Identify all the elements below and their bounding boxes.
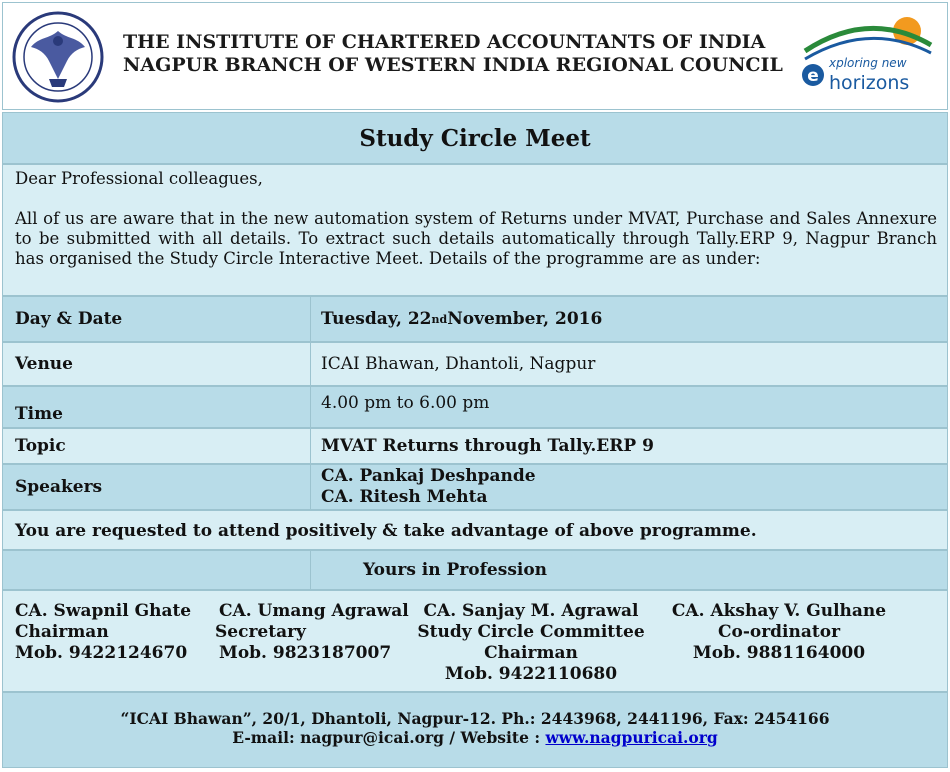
speakers-label: Speakers [3,465,311,509]
logo-e-letter: e [807,66,819,86]
yours-in-profession: Yours in Profession [363,560,548,580]
speaker-1: CA. Pankaj Deshpande [321,466,536,486]
row-time [2,386,948,428]
footer-contact [3,728,947,747]
footer [2,692,948,768]
website-link[interactable]: www.nagpuricai.org [545,728,718,747]
page [2,2,948,768]
speakers-value [311,465,947,509]
topic-value: MVAT Returns through Tally.ERP 9 [321,436,654,456]
day-label: Day & Date [3,297,311,341]
day-value: Tuesday, 22 nd November, 2016 [321,309,603,329]
row-day-date [2,296,948,342]
footer-address: “ICAI Bhawan”, 20/1, Dhantoli, Nagpur-12. Ph.: 2443968, 2441196, Fax: 2454166 [120,709,830,728]
time-label: Time [3,387,311,427]
time-value: 4.00 pm to 6.00 pm [321,393,490,413]
exploring-new-horizons-logo [799,11,937,97]
logo-line1: xploring new [829,56,907,70]
signatory-chairman: CA. Swapnil Ghate Chairman Mob. 9422124670 [15,601,192,663]
logo-line2: horizons [829,72,910,94]
letter-paragraph: All of us are aware that in the new automation system of Returns under MVAT, Purchase and Sales Annexure to be submitted with all details. To extract such details automatically through Tally.ERP 9, Nagpur Branch has organised the Study Circle Interactive Meet. Details of the programme are as under: [15,209,937,268]
row-venue [2,342,948,386]
yours-blank [3,551,311,589]
venue-label: Venue [3,343,311,385]
greeting: Dear Professional colleagues, [15,169,263,188]
signatory-committee-chairman: CA. Sanjay M. Agrawal Study Circle Committee Chairman Mob. 9422110680 [417,601,645,684]
row-speakers [2,464,948,510]
branch-title: NAGPUR BRANCH OF WESTERN INDIA REGIONAL COUNCIL [123,54,783,76]
row-topic [2,428,948,464]
signatory-secretary: CA. Umang Agrawal Secretary Mob. 9823187007 [215,601,409,663]
signatories [2,590,948,692]
header [2,2,948,110]
letter-body [2,164,948,296]
venue-value: ICAI Bhawan, Dhantoli, Nagpur [321,354,596,374]
row-yours [2,550,948,590]
icai-emblem-icon [9,9,107,105]
topic-label: Topic [3,429,311,463]
header-titles [123,31,783,77]
request-line: You are requested to attend positively & take advantage of above programme. [2,510,948,550]
page-title: Study Circle Meet [2,112,948,164]
signatory-coordinator: CA. Akshay V. Gulhane Co-ordinator Mob. 9881164000 [671,601,887,663]
footer-email: E-mail: nagpur@icai.org / Website : [232,728,546,747]
speaker-2: CA. Ritesh Mehta [321,487,488,507]
institute-title: THE INSTITUTE OF CHARTERED ACCOUNTANTS OF INDIA [123,31,766,53]
